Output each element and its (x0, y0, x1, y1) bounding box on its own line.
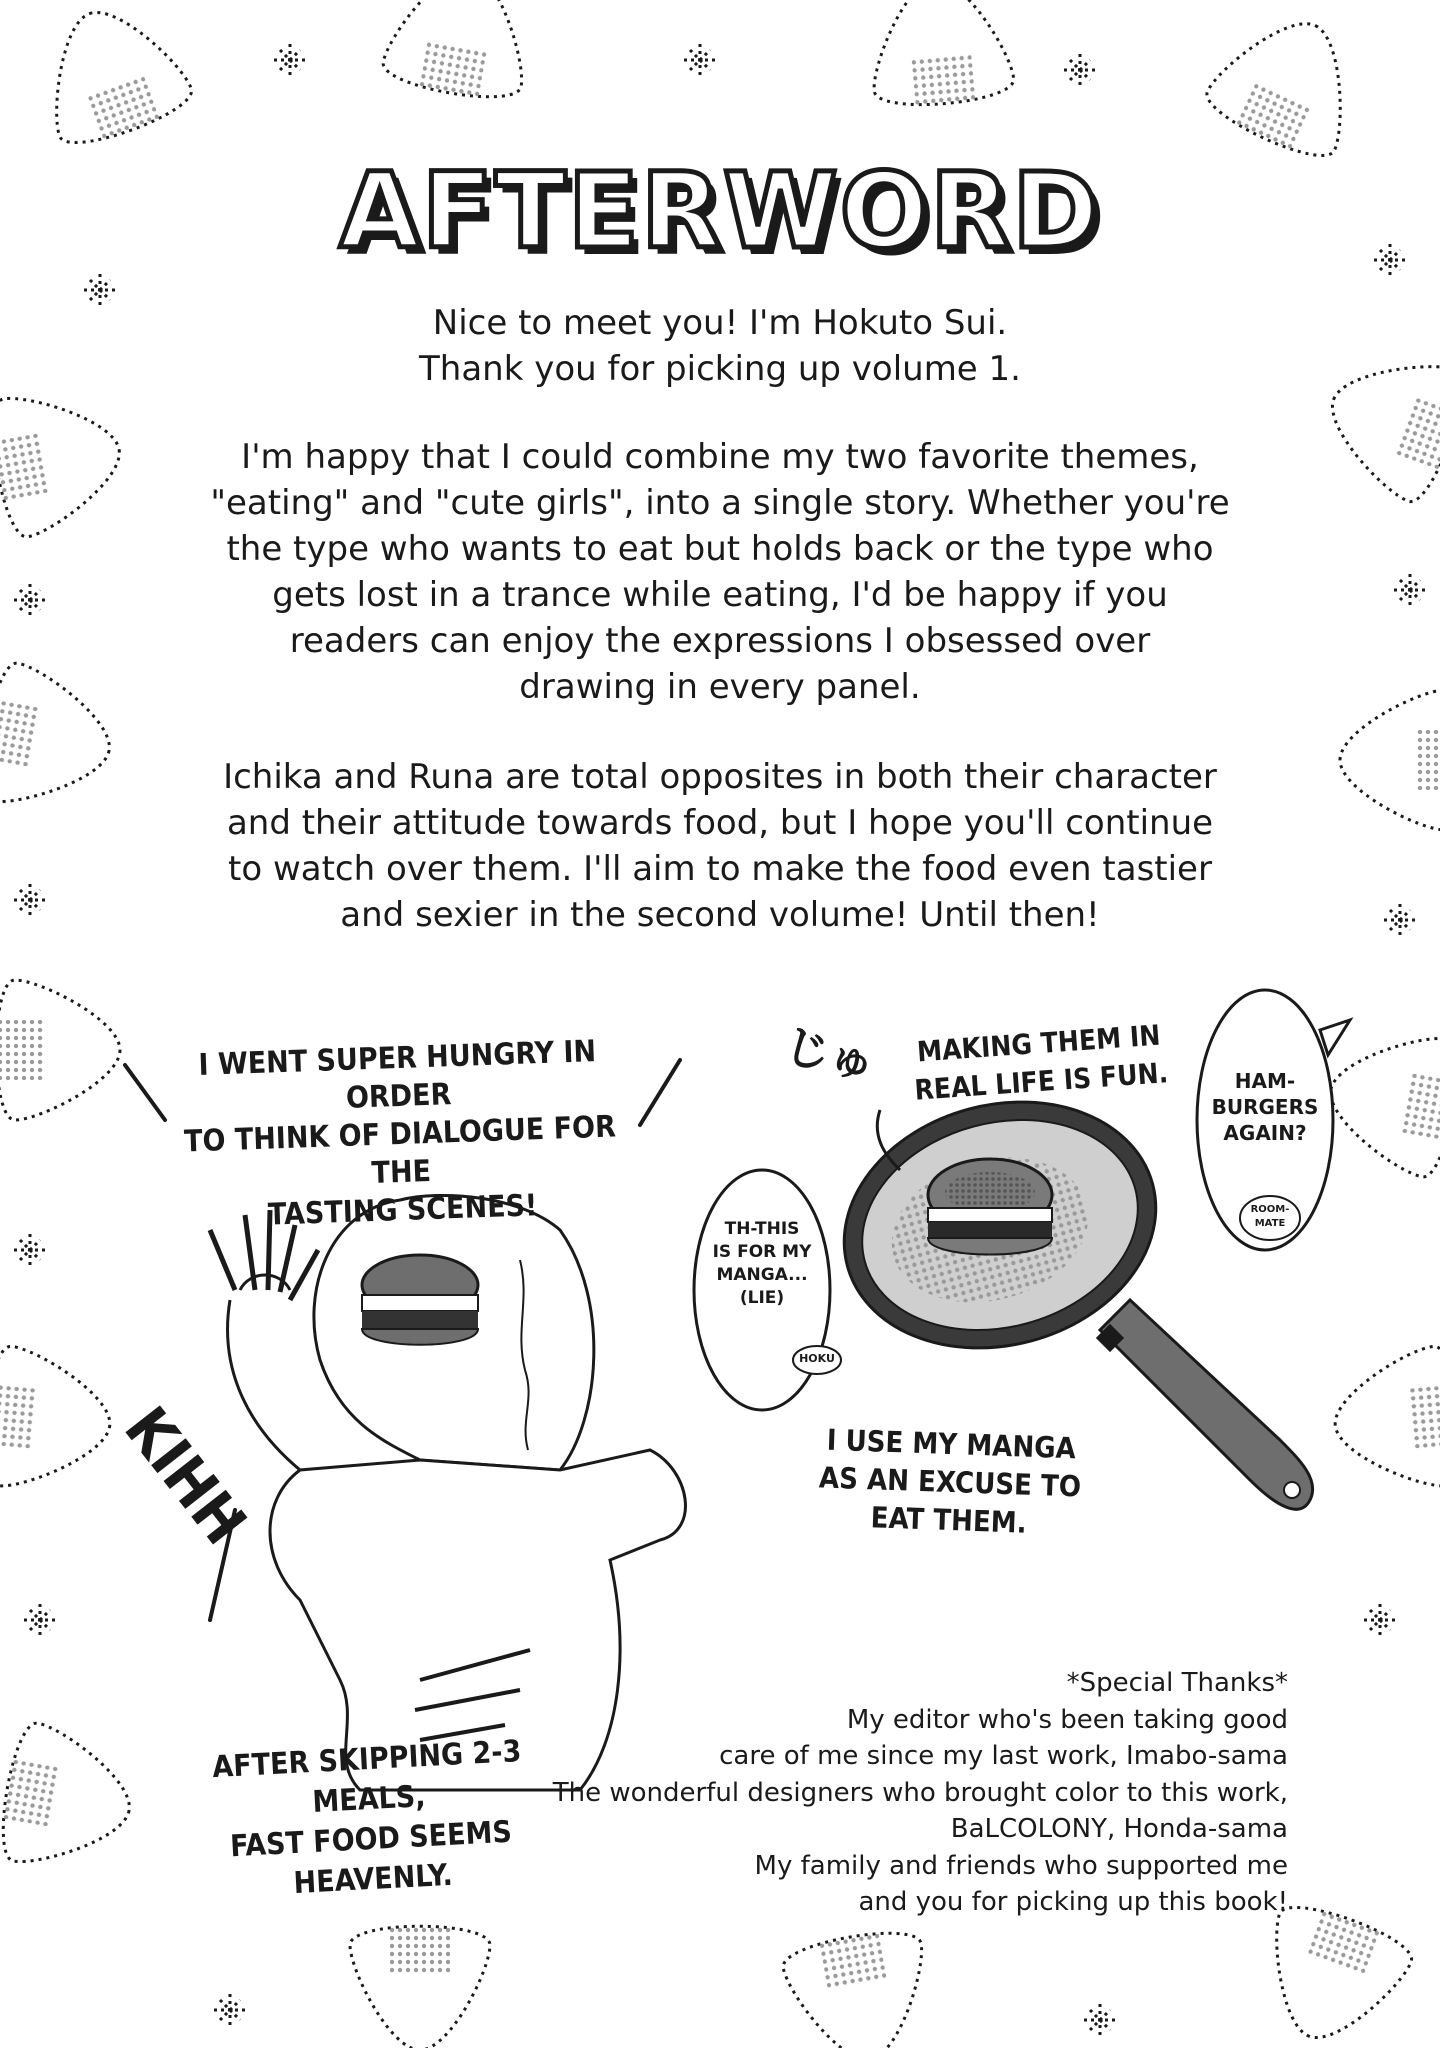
held-burger-icon (362, 1255, 478, 1345)
text-line: and sexier in the second volume! Until then! (340, 895, 1100, 935)
caption-line: MAKING THEM IN (915, 1018, 1162, 1069)
thanks-line: My editor who's been taking good (846, 1704, 1288, 1735)
caption-line: EAT THEM. (870, 1500, 1028, 1540)
caption-line: TASTING SCENES! (267, 1188, 538, 1233)
thanks-line: BaLCOLONY, Honda-sama (950, 1814, 1288, 1844)
thanks-line: care of me since my last work, Imabo-sama (719, 1741, 1288, 1771)
bubble-line: IS FOR MY (712, 1242, 812, 1262)
thanks-line: The wonderful designers who brought color to this work, (552, 1777, 1288, 1808)
thanks-line: and you for picking up this book! (858, 1887, 1288, 1917)
text-line: readers can enjoy the expressions I obsessed over (289, 621, 1151, 661)
tag-line: MATE (1254, 1218, 1286, 1229)
excuse-caption (798, 1420, 1102, 1544)
special-thanks (468, 1665, 1288, 1921)
text-line: Nice to meet you! I'm Hokuto Sui. (432, 303, 1008, 343)
bubble-line: BURGERS (1211, 1095, 1319, 1119)
text-line: Thank you for picking up volume 1. (419, 349, 1021, 389)
tag-hoku: HOKU (799, 1352, 835, 1365)
caption-line: I USE MY MANGA (826, 1422, 1077, 1466)
text-line: and their attitude towards food, but I hope you'll continue (226, 803, 1214, 843)
tag-line: ROOM- (1250, 1204, 1290, 1215)
text-line: "eating" and "cute girls", into a single story. Whether you're (210, 483, 1230, 523)
caption-line: I WENT SUPER HUNGRY IN ORDER (197, 1034, 597, 1116)
caption-line: TO THINK OF DIALOGUE FOR THE (183, 1109, 617, 1192)
caption-line: AFTER SKIPPING 2-3 MEALS, (211, 1734, 523, 1820)
intro-paragraph (150, 300, 1290, 392)
text-line: I'm happy that I could combine my two favorite themes, (241, 437, 1199, 477)
tag-roommate (1244, 1203, 1296, 1231)
sfx-ju: じゅ (779, 1018, 881, 1090)
page-title: AFTERWORD (339, 150, 1101, 272)
text-line: drawing in every panel. (519, 667, 921, 707)
thanks-heading: *Special Thanks* (1066, 1668, 1288, 1698)
thanks-line: My family and friends who supported me (754, 1850, 1288, 1881)
bubble-line: (LIE) (739, 1288, 785, 1308)
text-line: the type who wants to eat but holds back or the type who (226, 529, 1214, 569)
text-line: to watch over them. I'll aim to make the food even tastier (228, 849, 1212, 889)
sfx-kihh: KIHH (110, 1394, 260, 1558)
characters-paragraph (150, 754, 1290, 938)
bubble-hoku-text (698, 1218, 826, 1310)
bubble-line: HAM- (1234, 1069, 1296, 1093)
caption-line: FAST FOOD SEEMS HEAVENLY. (229, 1814, 513, 1902)
caption-line: AS AN EXCUSE TO (818, 1460, 1082, 1504)
bubble-line: TH-THIS (724, 1219, 800, 1239)
bubble-line: AGAIN? (1223, 1121, 1307, 1145)
text-line: gets lost in a trance while eating, I'd be happy if you (272, 575, 1168, 615)
bubble-line: MANGA... (716, 1265, 808, 1285)
caption-line: REAL LIFE IS FUN. (913, 1056, 1170, 1107)
hungry-caption (147, 1031, 653, 1238)
themes-paragraph (150, 434, 1290, 710)
cooking-burger-icon (928, 1159, 1052, 1255)
bubble-roommate-text (1205, 1068, 1325, 1146)
text-line: Ichika and Runa are total opposites in both their character (223, 757, 1217, 797)
